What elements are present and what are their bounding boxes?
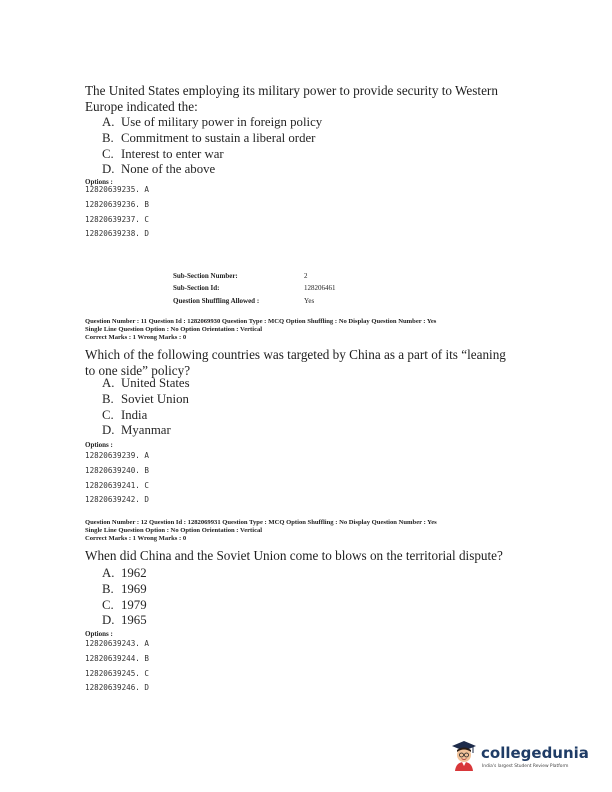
option-id: 12820639235. A (85, 185, 150, 194)
question-shuffling-label: Question Shuffling Allowed : (173, 296, 260, 305)
option-c: C. 1979 (102, 597, 147, 612)
option-id: 12820639245. C (85, 668, 150, 678)
option-a: A. United States (102, 376, 190, 390)
subsection-number-label: Sub-Section Number: (173, 272, 238, 280)
options-heading: Options : (85, 630, 113, 638)
question-10-text: The United States employing its military power to provide security to Western Europe indicated the: (85, 83, 498, 114)
option-id: 12820639237. C (85, 214, 150, 224)
option-c: C. India (102, 407, 148, 422)
question-11-options (102, 376, 190, 439)
question-11-meta: Question Number : 11 Question Id : 1282069930 Question Type : MCQ Option Shuffling : No Display Question Number : Yes Single Line Question Option : No Option Orientation : Vertical Correct Marks : 1 Wrong Marks : 0 (85, 318, 437, 341)
subsection-info (173, 270, 373, 310)
student-mascot-icon (451, 740, 477, 772)
question-12-text: When did China and the Soviet Union come to blows on the territorial dispute? (85, 548, 503, 563)
option-id: 12820639239. A (85, 451, 150, 460)
subsection-number-value: 2 (304, 272, 308, 280)
collegedunia-logo (451, 738, 591, 778)
options-heading: Options : (85, 178, 113, 186)
question-12-options (102, 566, 147, 629)
option-id-list (85, 637, 149, 696)
option-d: D. Myanmar (102, 423, 171, 438)
question-10-options (102, 115, 322, 178)
option-b: B. Commitment to sustain a liberal order (102, 130, 316, 145)
collegedunia-tagline: India's largest Student Review Platform (482, 764, 569, 769)
marks: Correct Marks : 1 Wrong Marks : 0 (85, 334, 187, 341)
subsection-id-label: Sub-Section Id: (173, 284, 220, 293)
option-id: 12820639236. B (85, 199, 150, 209)
option-id-list (85, 449, 149, 508)
option-id: 12820639246. D (85, 683, 150, 693)
question-shuffling-value: Yes (304, 296, 315, 305)
option-a: A. 1962 (102, 566, 147, 580)
option-d: D. None of the above (102, 162, 216, 177)
option-id: 12820639240. B (85, 465, 150, 475)
question-12-meta: Question Number : 12 Question Id : 1282069931 Question Type : MCQ Option Shuffling : No Display Question Number : Yes Single Line Question Option : No Option Orientation : Vertical Correct Marks : 1 Wrong Marks : 0 (85, 519, 437, 542)
option-b: B. 1969 (102, 581, 147, 596)
option-a: A. Use of military power in foreign policy (102, 115, 323, 129)
subsection-id-value: 128206461 (304, 284, 336, 293)
option-id: 12820639241. C (85, 480, 150, 490)
option-d: D. 1965 (102, 613, 147, 628)
option-b: B. Soviet Union (102, 391, 189, 406)
question-11-text: Which of the following countries was targeted by China as a part of its “leaning to one side” policy? (85, 347, 506, 378)
collegedunia-wordmark: collegedunia (481, 744, 589, 762)
options-heading: Options : (85, 441, 113, 449)
option-c: C. Interest to enter war (102, 146, 224, 161)
option-id-list (85, 183, 149, 242)
option-id: 12820639238. D (85, 229, 150, 239)
option-id: 12820639243. A (85, 639, 150, 648)
option-id: 12820639242. D (85, 495, 150, 505)
marks: Correct Marks : 1 Wrong Marks : 0 (85, 535, 187, 542)
option-id: 12820639244. B (85, 653, 150, 663)
